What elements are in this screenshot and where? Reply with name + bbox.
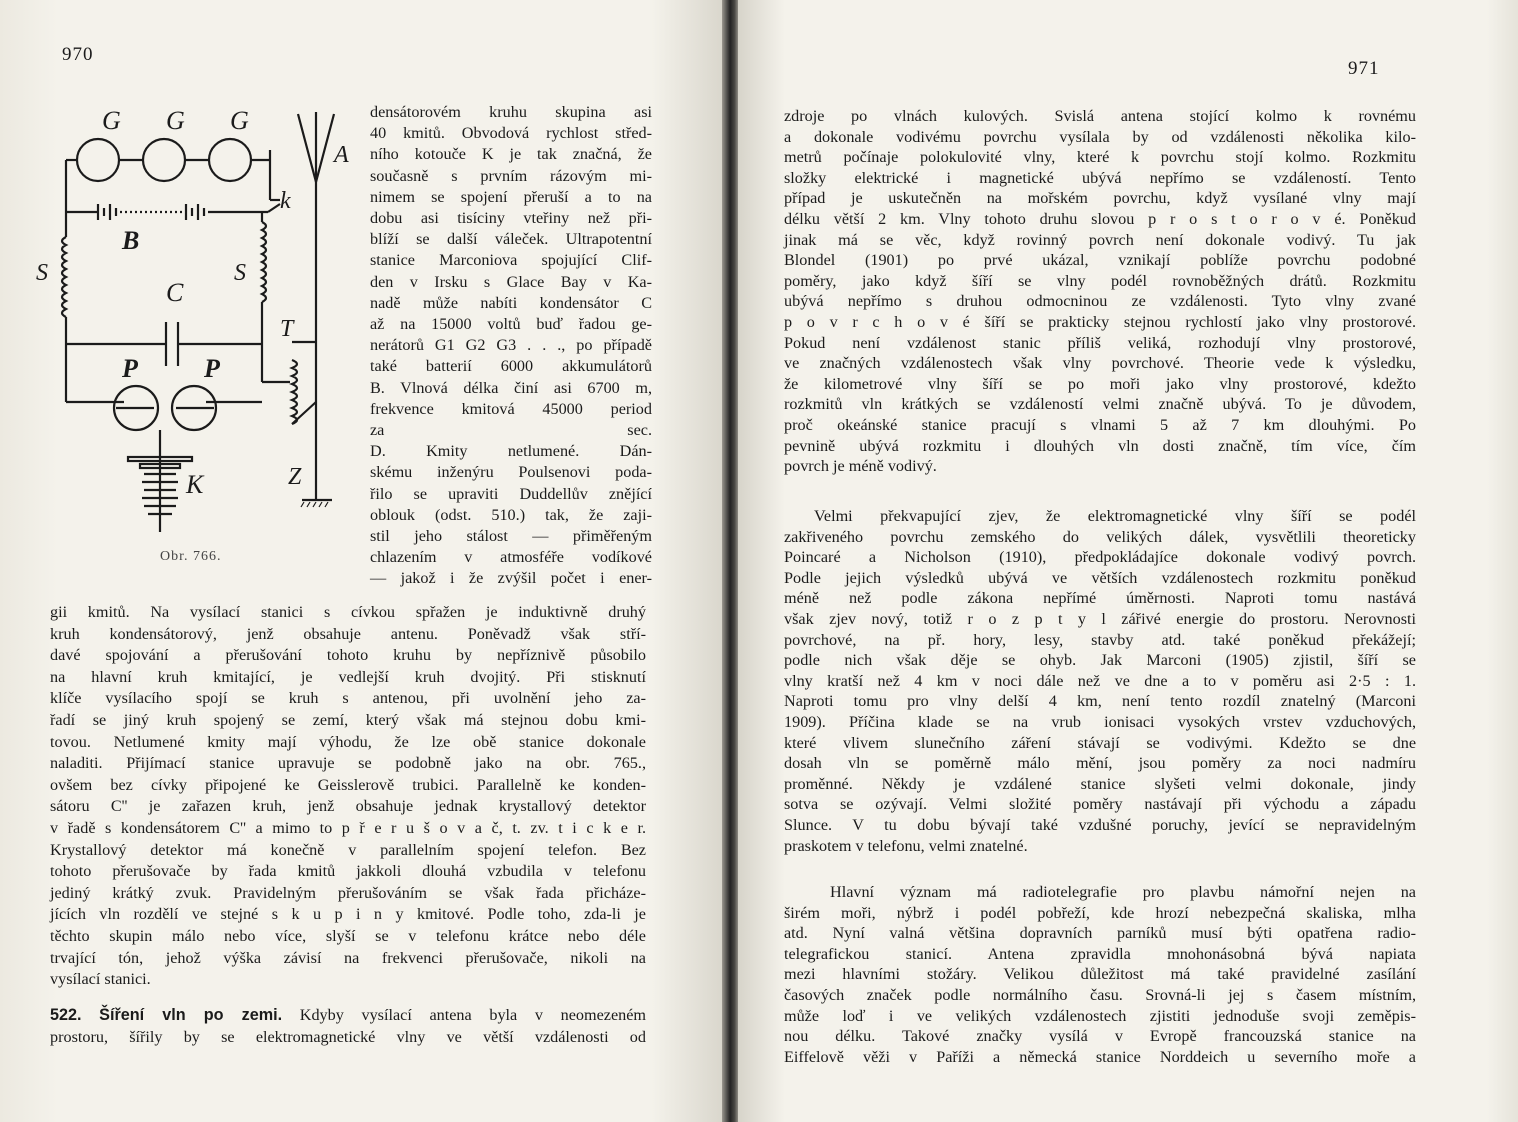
label-g1: G: [102, 106, 121, 135]
side-text-line: — jakož i že zvýšil počet i ener-: [370, 569, 652, 588]
paragraph-line: může loď i ve velikých vzdálenostech zjistiti jednoduše svoji zeměpis-: [784, 1006, 1416, 1025]
paragraph-line: Blondel (1901) po prvé ukázal, vznikají poblíže povrchu podobné: [784, 251, 1416, 270]
paragraph-line: Hlavní význam má radiotelegrafie pro plavbu námořní nejen na: [830, 883, 1416, 901]
side-text-line: až na 15000 voltů buď řadou ge-: [370, 315, 652, 333]
paragraph-line: praskotem v telefonu, velmi znatelné.: [784, 836, 1028, 855]
side-text-line: chlazením v atmosféře vodíkové: [370, 548, 652, 567]
paragraph-line: které vlivem slunečního záření stávají se vodivými. Kdežto se dne: [784, 733, 1416, 752]
body-text-line: Krystallový detektor má konečně v parallelním spojení telefon. Bez: [50, 840, 646, 859]
label-z: Z: [288, 464, 302, 490]
paragraph-line: ve značných vzdálenostech však vlny povrchové. Theorie vede k výsledku,: [784, 354, 1416, 373]
body-text-line: davé spojování a přerušování tohoto kruhu by nepříznivě působilo: [50, 646, 646, 665]
body-text-line: ovšem bez cívky připojené ke Geisslerově trubici. Parallelně ke konden-: [50, 775, 646, 794]
side-text-line: frekvence kmitová 45000 period: [370, 399, 652, 418]
label-c: C: [166, 278, 184, 307]
label-s2: S: [234, 260, 246, 286]
paragraph-line: sotva se ozývají. Velmi složité poměry nastávají při východu a západu: [784, 795, 1416, 814]
side-text-line: densátorovém kruhu skupina asi: [370, 103, 652, 121]
body-text-line: naladiti. Přijímací stanice upravuje se podobně jako na obr. 765.,: [50, 754, 646, 773]
paragraph-line: Eiffelově věži v Paříži a německá stanice Norddeich u severního moře a: [784, 1047, 1416, 1066]
label-a: A: [334, 142, 349, 168]
body-text-line: jediný krátký zvuk. Pravidelným přerušováním se však řada přicháze-: [50, 883, 646, 902]
side-text-line: nerátorů G1 G2 G3 . . ., po případě: [370, 336, 652, 355]
body-text-line: tovou. Netlumené kmity mají výhodu, že lze obě stanice dokonale: [50, 732, 646, 751]
paragraph-line: podle nich však děje se ohyb. Jak Marconi (1905) zjistil, šíří se: [784, 651, 1416, 670]
paragraph-line: Slunce. V tu dobu bývají také vzdušné poruchy, jevící se nepravidelným: [784, 816, 1416, 834]
paragraph-line: však zjev nový, totiž r o z p t y l zářivé energie do prostoru. Nerovnosti: [784, 610, 1416, 628]
label-p2: P: [204, 354, 220, 383]
paragraph-line: rozkmitů vln krátkých se vzdáleností velmi značně ubývá. To je důvodem,: [784, 395, 1416, 414]
paragraph-line: a dokonale vodivému povrchu vysílala by od vzdálenosti několika kilo-: [784, 127, 1416, 146]
side-text-line: oblouk (odst. 510.) tak, že zaji-: [370, 505, 652, 524]
paragraph-line: Velmi překvapující zjev, že elektromagnetické vlny šíří se podél: [814, 507, 1416, 525]
label-b: B: [122, 226, 140, 255]
page-number-left: 970: [62, 44, 94, 65]
paragraph-line: délku větší 2 km. Vlny tohoto druhu slovou p r o s t o r o v é. Poněkud: [784, 210, 1416, 228]
paragraph-line: že kilometrové vlny šíří se po moři jako vlny prostorové, kdežto: [784, 374, 1416, 393]
side-text-line: současně s prvním rázovým mi-: [370, 166, 652, 185]
section-heading-line: [50, 1005, 646, 1025]
section-number: 522.: [50, 1006, 82, 1024]
side-text-line: nadě může nabíti kondensátor C: [370, 293, 652, 312]
paragraph-line: atd. Nyní valná většina dopravních parníků musí býti opatřena radio-: [784, 924, 1416, 943]
side-text-line: nimem se spojení přeruší a to na: [370, 187, 652, 206]
paragraph-line: složky elektrické i magnetické ubývá nepřímo se vzdáleností. Tento: [784, 168, 1416, 187]
body-text-line: klíče vysílacího spojí se kruh s antenou, při uvolnění jeho za-: [50, 689, 646, 708]
side-text-line: za sec.: [370, 421, 652, 439]
body-text-line: sátoru C'' je zařazen kruh, jenž obsahuje jednak krystallový detektor: [50, 797, 646, 816]
paragraph-line: případ je uskutečněn na mořském povrchu, když vysílané vlny mají: [784, 189, 1416, 208]
side-text-line: B. Vlnová délka činí asi 6700 m,: [370, 378, 652, 397]
side-text-line: stil jeho stálost — přiměřeným: [370, 527, 652, 545]
paragraph-line: pevnině ubývá rozkmitu i dlouhých vln dosti značně, tím více, čím: [784, 436, 1416, 455]
label-g3: G: [230, 106, 249, 135]
side-text-line: D. Kmity netlumené. Dán-: [370, 442, 652, 461]
side-text-line: 40 kmitů. Obvodová rychlost střed-: [370, 124, 652, 143]
paragraph-line: ubývá nepřímo s druhou odmocninou ze vzdálenosti. Tyto vlny zvané: [784, 292, 1416, 311]
body-text-line: těchto skupin málo nebo více, slyší se v telefonu krátce nebo déle: [50, 927, 646, 945]
side-text-line: den v Irsku s Glace Bay v Ka-: [370, 272, 652, 291]
paragraph-line: méně než podle zákona nepřímé úměrnosti. Naproti tomu nastává: [784, 589, 1416, 608]
generator-g3: [209, 139, 251, 181]
body-text-line: gii kmitů. Na vysílací stanici s cívkou spřažen je induktivně druhý: [50, 603, 646, 621]
paragraph-line: nou délku. Takové značky vysílá v Evropě francouzská stanice na: [784, 1027, 1416, 1046]
label-g2: G: [166, 106, 185, 135]
label-k-disk: K: [186, 470, 204, 499]
body-text-line: vysílací stanici.: [50, 970, 151, 989]
section-first-line: Kdyby vysílací antena byla v neomezeném: [299, 1006, 647, 1024]
body-text-line: řadí se jiný kruh spojený se zemí, který však má stejnou dobu kmi-: [50, 711, 646, 729]
paragraph-line: časových značek podle normálního času. Srovná-li jej s časem místním,: [784, 986, 1416, 1004]
paragraph-line: jinak má se věc, když rovinný povrch není dokonale vodivý. Tu jak: [784, 230, 1416, 249]
paragraph-line: Pokud není vzdálenost stanic příliš veliká, rozhodují vlny prostorové,: [784, 333, 1416, 352]
paragraph-line: proměnné. Někdy je vzdálené stanice slyšeti velmi dokonale, jindy: [784, 774, 1416, 793]
side-text-line: stanice Marconiova spojující Clif-: [370, 251, 652, 270]
label-t: T: [280, 316, 294, 342]
body-text-line: trvající tón, jehož výška závisí na frekvenci přerušovače, nikoli na: [50, 948, 646, 967]
label-s1: S: [36, 260, 48, 286]
body-text-line: tohoto přerušovače by řada kmitů jakkoli dlouhá vzbudila v telefonu: [50, 862, 646, 881]
paragraph-line: vlny kratší než 4 km v noci dále než ve dne a to v poměru asi 2·5 : 1.: [784, 671, 1416, 690]
side-text-line: také batterií 6000 akkumulátorů: [370, 357, 652, 376]
paragraph-line: 1909). Příčina klade se na vrub ionisaci vysokých vrstev vzduchových,: [784, 713, 1416, 731]
paragraph-line: metrů počínaje polokulovité vlny, které k povrchu stojí kolmo. Rozkmitu: [784, 148, 1416, 167]
section-title: Šíření vln po zemi.: [99, 1006, 283, 1024]
label-k: k: [280, 188, 291, 214]
body-text-line: kruh kondensátorový, jenž obsahuje antenu. Poněvadž však stří-: [50, 624, 646, 643]
paragraph-line: Podle jejich výsledků ubývá ve větších vzdálenostech rozkmitu poněkud: [784, 568, 1416, 587]
side-text-line: ního kotouče K je tak značná, že: [370, 145, 652, 164]
side-text-line: dobu asi tisíciny vteřiny než při-: [370, 209, 652, 227]
section-text-line: prostoru, šířily by se elektromagnetické vlny ve větší vzdálenosti od: [50, 1028, 646, 1046]
label-p1: P: [122, 354, 138, 383]
paragraph-line: Poincaré a Nicholson (1910), předpokládajíce dokonale vodivý povrch.: [784, 548, 1416, 567]
side-text-line: blíží se další váleček. Ultrapotentní: [370, 230, 652, 249]
generator-g1: [77, 139, 119, 181]
paragraph-line: zakřiveného povrchu zemského do velikých dálek, vysvětlili theoreticky: [784, 527, 1416, 546]
paragraph-line: proč okeánské stanice pracují s vlnami 5 až 7 km dlouhými. Po: [784, 416, 1416, 434]
paragraph-line: širém moři, nýbrž i podél pobřeží, kde hrozí nebezpečná skaliska, mlha: [784, 903, 1416, 922]
generator-g2: [143, 139, 185, 181]
paragraph-line: povrch je méně vodivý.: [784, 457, 937, 476]
circuit-figure: [36, 92, 376, 544]
figure-caption: Obr. 766.: [160, 549, 222, 564]
paragraph-line: poměry, jako když šíří se vlny podél rovnoběžných drátů. Rozkmitu: [784, 271, 1416, 290]
left-page: [0, 0, 724, 1122]
paragraph-line: dosah vln se poměrně málo mění, jsou poměry za noci nadmíru: [784, 754, 1416, 773]
side-text-line: skému inženýru Poulsenovi poda-: [370, 463, 652, 482]
paragraph-line: mezi hlavními stožáry. Velikou důležitost má také pravidelné zasílání: [784, 965, 1416, 984]
paragraph-line: povrchové, na př. hory, lesy, stavby atd. také poněkud překážejí;: [784, 630, 1416, 649]
body-text-line: jících vln rozdělí ve stejné s k u p i n y kmitové. Podle toho, zda-li je: [50, 905, 646, 924]
paragraph-line: zdroje po vlnách kulových. Svislá antena stojící kolmo k rovnému: [784, 107, 1416, 125]
paragraph-line: Naproti tomu pro vlny delší 4 km, není tento rozdíl znatelný (Marconi: [784, 692, 1416, 711]
body-text-line: na hlavní kruh kmitající, je vedlejší kruh dvojitý. Při stisknutí: [50, 667, 646, 686]
paragraph-line: telegrafickou stanicí. Antena zpravidla mnohonásobná bývá napiata: [784, 944, 1416, 963]
body-text-line: v řadě s kondensátorem C'' a mimo to p ř e r u š o v a č, t. zv. t i c k e r.: [50, 819, 646, 837]
right-page: [738, 0, 1518, 1122]
paragraph-line: p o v r c h o v é šíří se prakticky stejnou rychlostí jako vlny prostorové.: [784, 313, 1416, 331]
side-text-line: řilo se upraviti Duddellův znějící: [370, 484, 652, 503]
page-number-right: 971: [1348, 58, 1380, 79]
